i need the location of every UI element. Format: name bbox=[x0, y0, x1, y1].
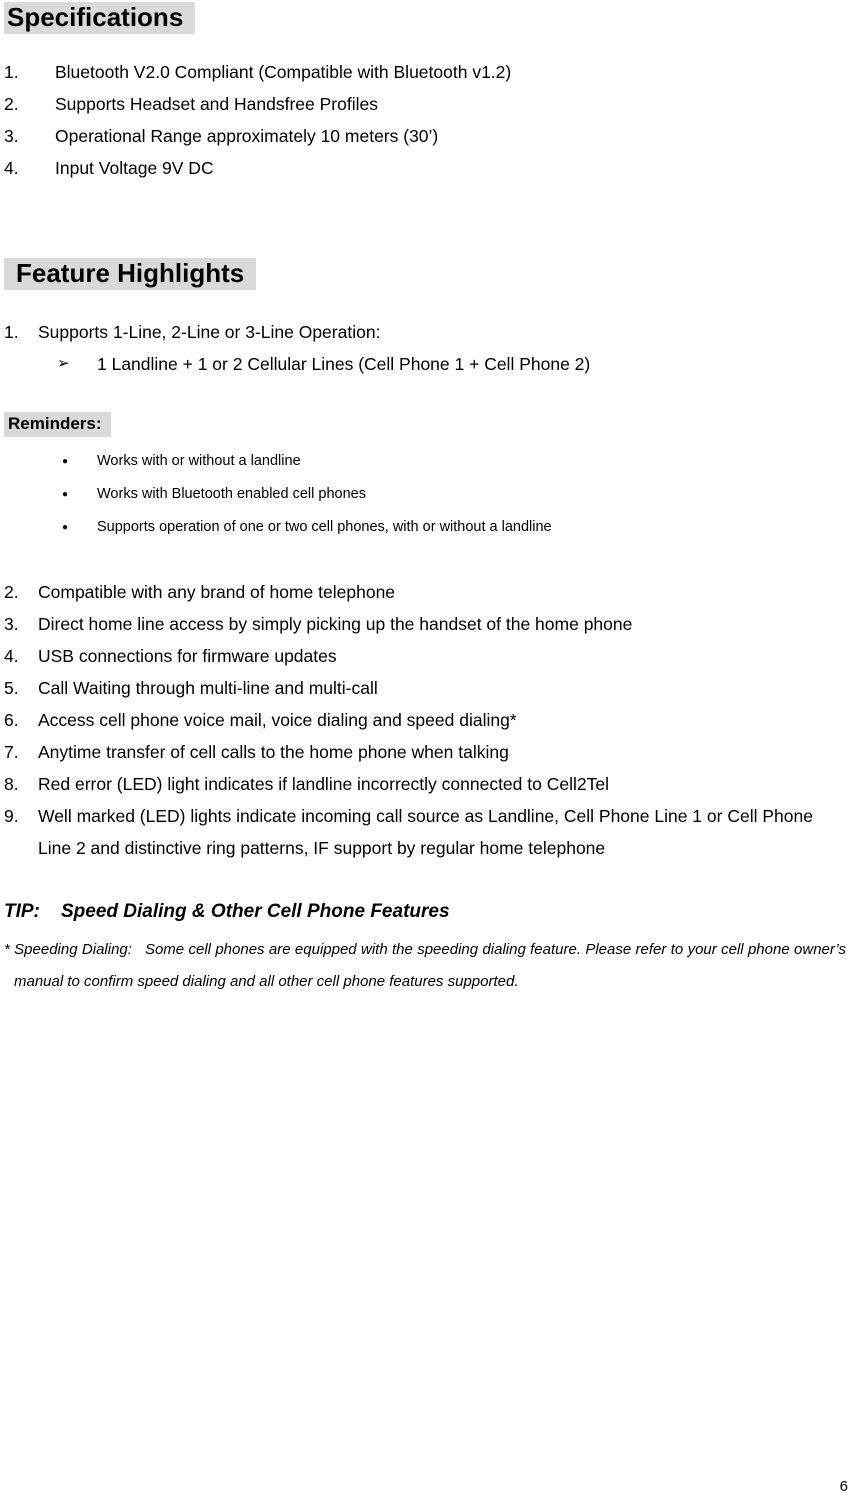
list-text: Compatible with any brand of home telephone bbox=[38, 582, 396, 602]
section-heading-specifications: Specifications bbox=[4, 2, 195, 34]
feature-highlights-list-continued bbox=[4, 576, 846, 864]
list-text: Supports Headset and Handsfree Profiles bbox=[55, 94, 378, 114]
list-number: 9. bbox=[4, 806, 19, 826]
list-item bbox=[4, 736, 846, 768]
list-number: 3. bbox=[4, 614, 19, 634]
list-number: 1. bbox=[4, 62, 19, 82]
list-item bbox=[4, 316, 846, 348]
list-text: Input Voltage 9V DC bbox=[55, 158, 214, 178]
list-text: Well marked (LED) lights indicate incoming call source as Landline, Cell Phone Line 1 or Cell Phone Line 2 and distinctive ring patterns, IF support by regular home telephone bbox=[38, 806, 813, 858]
bullet-icon: ● bbox=[62, 522, 69, 533]
tip-heading: TIP: Speed Dialing & Other Cell Phone Features bbox=[4, 901, 450, 922]
list-item bbox=[4, 120, 846, 152]
list-text: Works with or without a landline bbox=[97, 453, 301, 469]
list-number: 7. bbox=[4, 742, 19, 762]
list-number: 6. bbox=[4, 710, 19, 730]
specifications-list bbox=[4, 56, 846, 184]
page-number: 6 bbox=[839, 1478, 848, 1495]
list-item bbox=[62, 478, 846, 511]
list-text: Bluetooth V2.0 Compliant (Compatible with Bluetooth v1.2) bbox=[55, 62, 512, 82]
list-item bbox=[62, 445, 846, 478]
list-item bbox=[4, 768, 846, 800]
list-item bbox=[4, 800, 846, 864]
sub-list-item bbox=[57, 348, 846, 380]
list-text: Call Waiting through multi-line and multi-call bbox=[38, 678, 378, 698]
list-item bbox=[4, 56, 846, 88]
list-item bbox=[4, 576, 846, 608]
list-number: 8. bbox=[4, 774, 19, 794]
feature-highlights-list bbox=[4, 316, 846, 864]
bullet-icon: ● bbox=[62, 489, 69, 500]
reminders-heading: Reminders: bbox=[4, 412, 111, 437]
list-text: USB connections for firmware updates bbox=[38, 646, 337, 666]
sub-list-text: 1 Landline + 1 or 2 Cellular Lines (Cell Phone 1 + Cell Phone 2) bbox=[97, 354, 591, 374]
reminders-block bbox=[4, 412, 846, 544]
list-text: Access cell phone voice mail, voice dialing and speed dialing* bbox=[38, 710, 517, 730]
bullet-icon: ● bbox=[62, 456, 69, 467]
reminders-list bbox=[4, 445, 846, 544]
list-text: Direct home line access by simply picking up the handset of the home phone bbox=[38, 614, 633, 634]
list-text: Anytime transfer of cell calls to the home phone when talking bbox=[38, 742, 509, 762]
list-number: 2. bbox=[4, 94, 19, 114]
arrow-bullet-icon: ➢ bbox=[57, 355, 70, 372]
list-item bbox=[4, 152, 846, 184]
section-heading-feature-highlights: Feature Highlights bbox=[4, 258, 256, 290]
list-item bbox=[4, 640, 846, 672]
list-text: Supports 1-Line, 2-Line or 3-Line Operation: bbox=[38, 322, 381, 342]
list-text: Red error (LED) light indicates if landline incorrectly connected to Cell2Tel bbox=[38, 774, 609, 794]
tip-block bbox=[4, 898, 851, 998]
list-item bbox=[62, 511, 846, 544]
list-item bbox=[4, 88, 846, 120]
list-item bbox=[4, 672, 846, 704]
list-number: 4. bbox=[4, 158, 19, 178]
list-text: Operational Range approximately 10 meters (30’) bbox=[55, 126, 439, 146]
list-number: 2. bbox=[4, 582, 19, 602]
list-text: Supports operation of one or two cell phones, with or without a landline bbox=[97, 519, 552, 535]
tip-body: * Speeding Dialing: Some cell phones are equipped with the speeding dialing feature. Please refer to your cell phone owner’s manual to confirm speed dialing and all other cell phone features supported. bbox=[4, 941, 851, 990]
list-item bbox=[4, 608, 846, 640]
list-number: 5. bbox=[4, 678, 19, 698]
list-number: 3. bbox=[4, 126, 19, 146]
list-number: 1. bbox=[4, 322, 19, 342]
list-number: 4. bbox=[4, 646, 19, 666]
list-item bbox=[4, 704, 846, 736]
feature-highlights-heading-row bbox=[4, 258, 846, 290]
list-text: Works with Bluetooth enabled cell phones bbox=[97, 486, 366, 502]
